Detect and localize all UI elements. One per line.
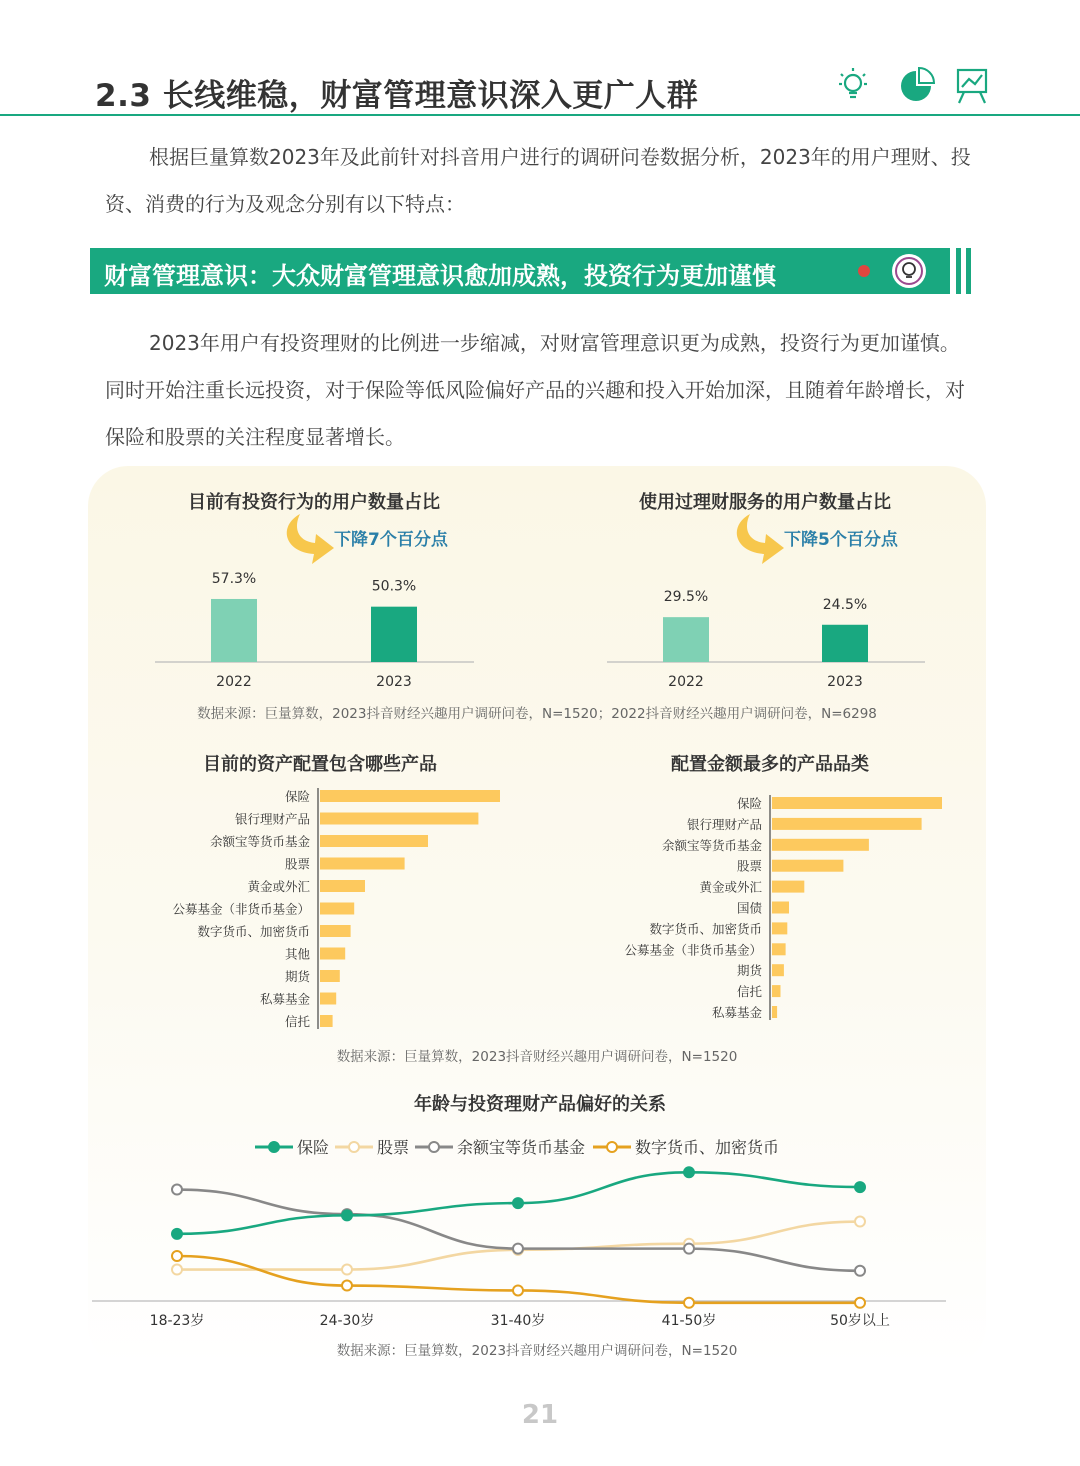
- data-label: 57.3%: [211, 570, 257, 587]
- y-tick-label: 期货: [284, 969, 310, 984]
- data-label: 50.3%: [371, 578, 417, 595]
- y-tick-label: 黄金或外汇: [247, 879, 310, 894]
- bar: [772, 1006, 777, 1018]
- data-label: 29.5%: [663, 589, 709, 606]
- source-note-2: 数据来源：巨量算数，2023抖音财经兴趣用户调研问卷，N=1520: [336, 1049, 738, 1065]
- y-tick-label: 余额宝等货币基金: [661, 837, 762, 853]
- legend-label: 数字货币、加密货币: [635, 1138, 780, 1157]
- banner-text: 财富管理意识：大众财富管理意识愈加成熟，投资行为更加谨慎: [104, 262, 776, 290]
- data-point: [855, 1182, 865, 1192]
- legend-label: 保险: [297, 1138, 330, 1157]
- x-tick-label: 2023: [376, 674, 412, 690]
- data-point: [513, 1285, 523, 1295]
- bar: [772, 985, 781, 997]
- bar: [320, 1015, 333, 1027]
- x-tick-label: 2022: [216, 674, 252, 690]
- chart-annotation: 下降7个百分点: [334, 530, 448, 550]
- data-point: [172, 1229, 182, 1239]
- intro-paragraph: 根据巨量算数2023年及此前针对抖音用户进行的调研问卷数据分析，2023年的用户理财、投资、消费的行为及观念分别有以下特点：: [105, 145, 971, 216]
- y-tick-label: 期货: [736, 963, 762, 979]
- x-tick-label: 24-30岁: [319, 1313, 375, 1329]
- bar: [772, 881, 804, 893]
- data-point: [342, 1210, 352, 1220]
- x-tick-label: 2022: [668, 674, 704, 690]
- bar: [772, 902, 789, 914]
- down-arrow-icon: [737, 514, 784, 564]
- bar: [320, 970, 340, 982]
- bar: [772, 964, 784, 976]
- y-tick-label: 数字货币、加密货币: [649, 921, 762, 937]
- down-arrow-icon: [287, 514, 334, 564]
- x-tick-label: 18-23岁: [149, 1313, 205, 1329]
- data-point: [684, 1298, 694, 1308]
- y-tick-label: 信托: [736, 984, 762, 1000]
- y-tick-label: 私募基金: [711, 1005, 762, 1020]
- bar: [320, 858, 405, 870]
- chart-annotation: 下降5个百分点: [784, 530, 898, 550]
- x-tick-label: 2023: [827, 674, 863, 690]
- page-number: 21: [521, 1400, 559, 1430]
- source-note-1: 数据来源：巨量算数，2023抖音财经兴趣用户调研问卷，N=1520；2022抖音财经兴趣用户调研问卷，N=6298: [197, 706, 877, 722]
- y-tick-label: 信托: [284, 1014, 310, 1029]
- y-tick-label: 黄金或外汇: [699, 879, 762, 895]
- data-point: [855, 1298, 865, 1308]
- data-point: [513, 1244, 523, 1254]
- y-tick-label: 其他: [284, 946, 310, 962]
- chart-title: 年龄与投资理财产品偏好的关系: [414, 1094, 666, 1115]
- legend-marker: [429, 1142, 439, 1152]
- bar: [772, 860, 843, 872]
- legend-marker: [349, 1142, 359, 1152]
- page-title: 2.3 长线维稳，财富管理意识深入更广人群: [95, 78, 699, 114]
- data-label: 24.5%: [822, 596, 868, 613]
- data-point: [684, 1167, 694, 1177]
- y-tick-label: 保险: [284, 789, 310, 804]
- data-point: [855, 1266, 865, 1276]
- x-tick-label: 41-50岁: [661, 1313, 717, 1329]
- legend-marker: [269, 1142, 279, 1152]
- y-tick-label: 余额宝等货币基金: [209, 834, 310, 849]
- data-point: [342, 1265, 352, 1275]
- bar: [211, 599, 257, 662]
- y-tick-label: 银行理财产品: [686, 816, 762, 832]
- y-tick-label: 保险: [736, 796, 762, 811]
- y-tick-label: 股票: [736, 858, 762, 874]
- data-point: [172, 1185, 182, 1195]
- chart-title: 目前有投资行为的用户数量占比: [188, 492, 440, 513]
- bar: [320, 835, 428, 847]
- data-point: [342, 1281, 352, 1291]
- data-point: [513, 1198, 523, 1208]
- legend-label: 股票: [377, 1138, 410, 1157]
- chart-title: 目前的资产配置包含哪些产品: [203, 754, 437, 775]
- bar: [320, 948, 345, 960]
- bar: [772, 839, 869, 851]
- y-tick-label: 公募基金（非货币基金）: [172, 901, 310, 917]
- x-tick-label: 50岁以上: [830, 1313, 890, 1329]
- data-point: [855, 1217, 865, 1227]
- bar: [772, 797, 942, 809]
- data-point: [684, 1244, 694, 1254]
- body-paragraph: 2023年用户有投资理财的比例进一步缩减，对财富管理意识更为成熟，投资行为更加谨慎。同时开始注重长远投资，对于保险等低风险偏好产品的兴趣和投入开始加深，且随着年龄增长，对保险和股票的关注程度显著增长。: [105, 331, 965, 449]
- bar: [772, 943, 786, 955]
- data-point: [172, 1265, 182, 1275]
- bar: [320, 903, 354, 915]
- bar: [320, 993, 336, 1005]
- bar: [320, 925, 351, 937]
- chart-title: 配置金额最多的产品品类: [671, 754, 869, 775]
- y-tick-label: 银行理财产品: [234, 811, 310, 827]
- y-tick-label: 私募基金: [259, 991, 310, 1007]
- source-note-3: 数据来源：巨量算数，2023抖音财经兴趣用户调研问卷，N=1520: [336, 1343, 738, 1359]
- y-tick-label: 公募基金（非货币基金）: [624, 942, 762, 958]
- bar: [320, 790, 500, 802]
- legend-label: 余额宝等货币基金: [457, 1138, 586, 1157]
- bar: [772, 922, 787, 934]
- y-tick-label: 数字货币、加密货币: [197, 924, 310, 939]
- bar: [320, 813, 478, 825]
- x-tick-label: 31-40岁: [490, 1313, 546, 1329]
- y-tick-label: 国债: [736, 900, 762, 916]
- bar: [320, 880, 365, 892]
- legend-marker: [607, 1142, 617, 1152]
- bar: [822, 625, 868, 662]
- data-point: [172, 1251, 182, 1261]
- y-tick-label: 股票: [284, 856, 310, 872]
- chart-title: 使用过理财服务的用户数量占比: [639, 492, 891, 513]
- bar: [772, 818, 922, 830]
- bar: [663, 617, 709, 662]
- bar: [371, 607, 417, 662]
